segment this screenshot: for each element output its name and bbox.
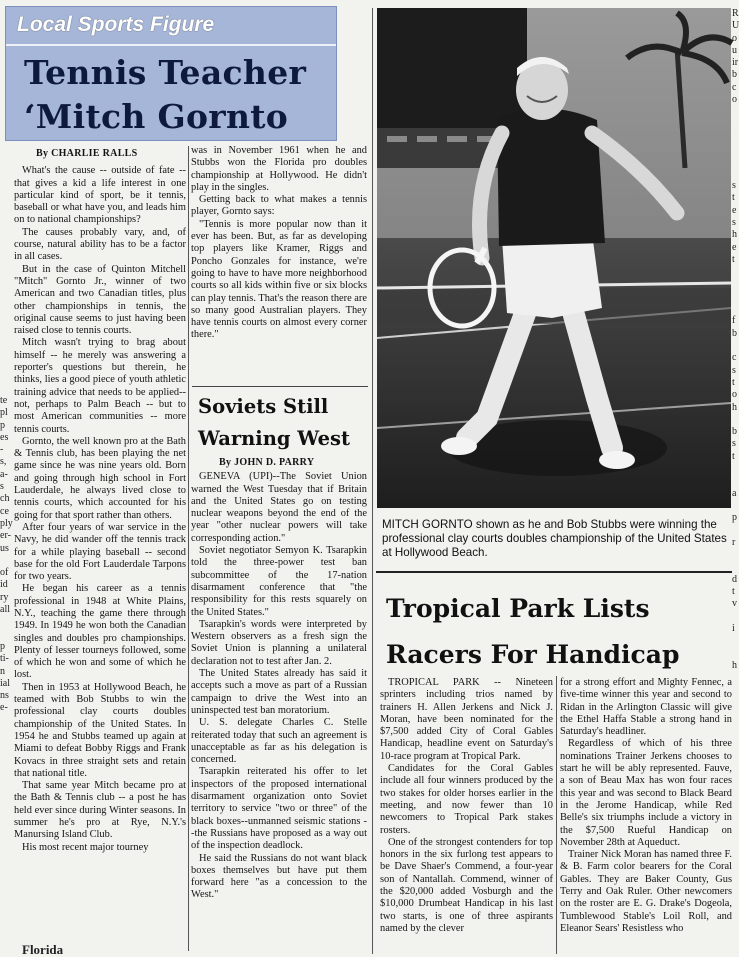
edge-fragment: s, bbox=[0, 456, 7, 468]
edge-fragment bbox=[732, 340, 738, 352]
edge-fragment bbox=[732, 647, 738, 659]
edge-fragment bbox=[732, 168, 738, 180]
edge-fragment bbox=[732, 303, 738, 315]
article-2-body bbox=[191, 457, 367, 956]
edge-fragment: ial bbox=[0, 677, 10, 689]
headline-banner bbox=[5, 6, 337, 141]
edge-fragment: b bbox=[732, 327, 737, 339]
edge-fragment: a- bbox=[0, 468, 8, 480]
edge-fragment: t bbox=[732, 585, 735, 597]
paragraph: Regardless of which of his three nominations Trainer Jerkens chooses to start he will be ably represented. Fauve, a son of Beau Max has won four races this year and was second to Black Beard in the Jerome Handicap, while Red Belle's six triumphs include a victory in the $7,500 Rueful Handicap on November 28th at Aqueduct. bbox=[560, 738, 732, 848]
edge-fragment: ir bbox=[732, 57, 739, 69]
edge-fragment: ns bbox=[0, 690, 9, 702]
edge-fragment: v bbox=[732, 598, 737, 610]
paragraph: Mitch wasn't trying to brag about himself -- he merely was answering a reporter's questions but therein, he thinks, lies a good piece of youth athletic training advice that needs to be applied-- not, perhaps to Palm Beach -- but to most American communities -- more tennis courts. bbox=[14, 337, 186, 435]
paragraph: was in November 1961 when he and Stubbs won the Florida pro doubles championship at Hollywood. He didn't play in the singles. bbox=[191, 145, 367, 193]
edge-fragment: U bbox=[732, 20, 739, 32]
column-rule bbox=[556, 676, 557, 954]
paragraph: He said the Russians do not want black boxes themselves but have put them forward here "as a concession to the West." bbox=[191, 852, 367, 901]
main-headline-line-2: ‘Mitch Gornto bbox=[24, 97, 289, 136]
paragraph: Getting back to what makes a tennis player, Gornto says: bbox=[191, 194, 367, 218]
edge-fragment: ry bbox=[0, 591, 9, 603]
article-3-column-2 bbox=[560, 677, 732, 956]
edge-fragment bbox=[732, 143, 738, 155]
edge-fragment: c bbox=[732, 81, 737, 93]
edge-fragment: ch bbox=[0, 493, 10, 505]
paragraph: After four years of war service in the Navy, he did wander off the tennis track for a while playing baseball -- second base for the old Fort Lauderdale Tarpons for two years. bbox=[14, 521, 186, 583]
paragraph: for a strong effort and Mighty Fennec, a five-time winner this year and second to Ridan in the Arlington Classic will give the Ethel Haffa Stable a strong hand in Saturday's headliner. bbox=[560, 677, 732, 738]
paragraph: U. S. delegate Charles C. Stelle reiterated today that such an agreement is unacceptable as far as his delegation is concerned. bbox=[191, 717, 367, 766]
edge-fragment: s bbox=[732, 438, 736, 450]
edge-fragment: h bbox=[732, 401, 737, 413]
edge-fragment bbox=[0, 629, 12, 641]
article-3-headline bbox=[386, 586, 732, 678]
paragraph: What's the cause -- outside of fate -- that gives a kid a life interest in one particular kind of sport, be it tennis, baseball or what have you, and leads him on to national championships? bbox=[14, 165, 186, 226]
paragraph: TROPICAL PARK -- Nineteen sprinters including trios named by trainers H. Allen Jerkens and Nick J. Moran, have been nominated for the $7,500 added City of Coral Gables Handicap, headline event on Saturday's 10-race program at Tropical Park. bbox=[380, 677, 553, 762]
article-3-headline-line-2: Racers For Handicap bbox=[386, 640, 680, 669]
edge-fragment: p bbox=[732, 512, 737, 524]
edge-fragment: i bbox=[732, 622, 735, 634]
main-headline-line-1: Tennis Teacher bbox=[24, 53, 307, 92]
edge-fragment bbox=[732, 549, 738, 561]
paragraph: Tsarapkin's words were interpreted by Western observers as a fresh sign the Soviet Union is planning a unilateral declaration not to test after Jan. 2. bbox=[191, 618, 367, 667]
edge-fragment: e- bbox=[0, 702, 8, 714]
edge-fragment bbox=[732, 279, 738, 291]
section-rule bbox=[376, 571, 732, 573]
edge-fragment: o bbox=[732, 389, 737, 401]
edge-fragment bbox=[732, 266, 738, 278]
edge-fragment: R bbox=[732, 8, 739, 19]
edge-fragment: e bbox=[732, 241, 737, 253]
edge-fragment: p bbox=[0, 419, 5, 431]
article-2-headline-line-1: Soviets Still bbox=[198, 395, 329, 418]
edge-fragment: f bbox=[732, 315, 736, 327]
section-rule bbox=[192, 386, 368, 387]
edge-fragment bbox=[0, 555, 12, 567]
paragraph: Candidates for the Coral Gables include all four winners produced by the two stakes for older horses earlier in the meeting, and now fewer than 10 newcomers to Tropical Park stakes rosters. bbox=[380, 763, 553, 836]
kicker: Local Sports Figure bbox=[17, 13, 215, 36]
edge-fragment: er- bbox=[0, 530, 11, 542]
kicker-rule bbox=[6, 44, 336, 46]
edge-fragment: s bbox=[0, 481, 4, 493]
edge-fragment bbox=[732, 291, 738, 303]
paragraph: GENEVA (UPI)--The Soviet Union warned the West Tuesday that if Britain and the United States go on testing nuclear weapons beyond the end of the year "other nuclear powers will take corresponding action." bbox=[191, 471, 367, 544]
edge-fragment: e bbox=[732, 204, 737, 216]
edge-fragment bbox=[732, 131, 738, 143]
edge-fragment bbox=[732, 611, 738, 623]
edge-fragment: s bbox=[732, 217, 736, 229]
edge-fragment: u bbox=[732, 44, 737, 56]
article-3-column-1 bbox=[380, 677, 553, 956]
edge-fragment: n bbox=[0, 665, 5, 677]
edge-fragment: b bbox=[732, 69, 737, 81]
edge-fragment: t bbox=[732, 253, 735, 265]
edge-fragment: es bbox=[0, 431, 9, 443]
edge-fragment bbox=[732, 156, 738, 168]
photo-illustration bbox=[377, 8, 731, 508]
edge-fragment bbox=[732, 119, 738, 131]
edge-fragment: r bbox=[732, 536, 736, 548]
edge-fragment: h bbox=[732, 229, 737, 241]
edge-fragment bbox=[732, 561, 738, 573]
left-edge-fragments bbox=[0, 395, 12, 955]
paragraph: That same year Mitch became pro at the Bath & Tennis club -- a post he has held ever since during Winter seasons. In summer he's pro at Rye, N.Y.'s Manursing Island Club. bbox=[14, 780, 186, 841]
article-2-headline-line-2: Warning West bbox=[198, 427, 351, 450]
article-1-column-2 bbox=[191, 145, 367, 381]
edge-fragment: - bbox=[0, 444, 4, 456]
paragraph: But in the case of Quinton Mitchell "Mitch" Gornto Jr., winner of two American and two Canadian titles, plus other championships in tennis, the original cause seems to just having been raised close to tennis courts. bbox=[14, 263, 186, 337]
edge-fragment: o bbox=[732, 94, 737, 106]
edge-fragment bbox=[732, 524, 738, 536]
edge-fragment: t bbox=[732, 376, 735, 388]
edge-fragment: b bbox=[732, 426, 737, 438]
edge-fragment: c bbox=[732, 352, 737, 364]
paragraph: Gornto, the well known pro at the Bath & Tennis club, has been playing the net game since he was nine years old. Born and going through high school in Fort Lauderdale, he always lived close to tennis courts, which accounted for his going for that sport rather than others. bbox=[14, 435, 186, 521]
edge-fragment: p bbox=[0, 640, 5, 652]
edge-fragment bbox=[0, 616, 12, 628]
edge-fragment: us bbox=[0, 542, 9, 554]
article-2-headline bbox=[198, 391, 368, 455]
column-rule bbox=[188, 146, 189, 951]
edge-fragment bbox=[732, 106, 738, 118]
edge-fragment: te bbox=[0, 395, 8, 406]
paragraph: "Tennis is more popular now than it ever has been. But, as far as developing top players like Kramer, Riggs and Poncho Gonzales for instance, we're going to have to have more neighborhood courts so all kids within five or six blocks can play tennis. That's the reason there are so many good Australian players. They have tennis courts on almost every corner there." bbox=[191, 218, 367, 341]
paragraph: Trainer Nick Moran has named three F. & B. Farm color bearers for the Coral Gables. They are Baker County, Gus Terry and Oak Ruler. Other newcomers on the roster are E. G. Drake's Dogeola, Tumblewood Stable's Loil Roll, and Eleanor Sears' Resistless who bbox=[560, 849, 732, 934]
edge-fragment: s bbox=[732, 364, 736, 376]
edge-fragment: all bbox=[0, 604, 10, 616]
article-1-column-1 bbox=[14, 146, 186, 956]
edge-fragment bbox=[732, 500, 738, 512]
paragraph: One of the strongest contenders for top honors in the six furlong test appears to be Dave Shaer's Commend, a four-year son of Nantallah. Commend, winner of the $20,000 added Vosburgh and the $10,000 Drumbeat Handicap in his last two starts, is one of three aspirants named by the clever bbox=[380, 836, 553, 934]
edge-fragment: ply bbox=[0, 517, 13, 529]
edge-fragment bbox=[732, 475, 738, 487]
edge-fragment: o bbox=[732, 32, 737, 44]
edge-fragment: s bbox=[732, 180, 736, 192]
paragraph: Soviet negotiator Semyon K. Tsarapkin told the three-power test ban subcommittee of the 17-nation disarmament conference that "the responsibility for this rests squarely on the United States." bbox=[191, 545, 367, 618]
edge-fragment: ce bbox=[0, 505, 9, 517]
photo-caption: MITCH GORNTO shown as he and Bob Stubbs were winning the professional clay courts doubles championship of the United States at Hollywood Beach. bbox=[382, 518, 727, 559]
tennis-player-photo bbox=[377, 8, 731, 508]
edge-fragment: h bbox=[732, 659, 737, 671]
paragraph: Tsarapkin reiterated his offer to let inspectors of the proposed international disarmament organization onto Soviet territory to service "two or three" of the black boxes--unmanned seismic stations --the Russians have proposed as a way out of the inspection deadlock. bbox=[191, 766, 367, 852]
edge-fragment bbox=[732, 463, 738, 475]
edge-fragment: a bbox=[732, 487, 737, 499]
edge-fragment bbox=[732, 414, 738, 426]
paragraph: He began his career as a tennis professional in 1948 at White Plains, N.Y., teaching the game there through 1949. In 1949 he won both the Canadian singles and doubles pro championships. Plenty of lesser tourneys followed, some of which he won and some of which he lost. bbox=[14, 583, 186, 681]
article-1-byline: By CHARLIE RALLS bbox=[36, 148, 138, 159]
column-rule bbox=[372, 8, 373, 954]
right-edge-fragments bbox=[732, 8, 738, 708]
paragraph: The United States already has said it accepts such a move as part of a Russian campaign to drive the West into an uninspected test ban moratorium. bbox=[191, 668, 367, 716]
edge-fragment: d bbox=[732, 573, 737, 585]
edge-fragment: of bbox=[0, 567, 9, 579]
edge-fragment: t bbox=[732, 450, 735, 462]
article-3-headline-line-1: Tropical Park Lists bbox=[386, 594, 650, 623]
edge-fragment: ti- bbox=[0, 653, 9, 665]
paragraph: Then in 1953 at Hollywood Beach, he teamed with Bob Stubbs to win the professional clay courts doubles championship of the United States. In 1954 he and Stubbs teamed up again at Miami to defeat Bobby Riggs and Frank Kovacs in three straight sets and retain that national title. bbox=[14, 681, 186, 779]
edge-fragment: id bbox=[0, 579, 8, 591]
edge-fragment bbox=[732, 635, 738, 647]
edge-fragment: pl bbox=[0, 407, 8, 419]
main-headline bbox=[24, 51, 334, 139]
edge-fragment: t bbox=[732, 192, 735, 204]
paragraph: His most recent major tourney bbox=[22, 841, 149, 853]
article-2-byline: By JOHN D. PARRY bbox=[219, 457, 315, 468]
paragraph: The causes probably vary, and, of course, natural ability has to be a factor in all cases. bbox=[14, 226, 186, 263]
bottom-fragment: Florida bbox=[22, 942, 64, 957]
